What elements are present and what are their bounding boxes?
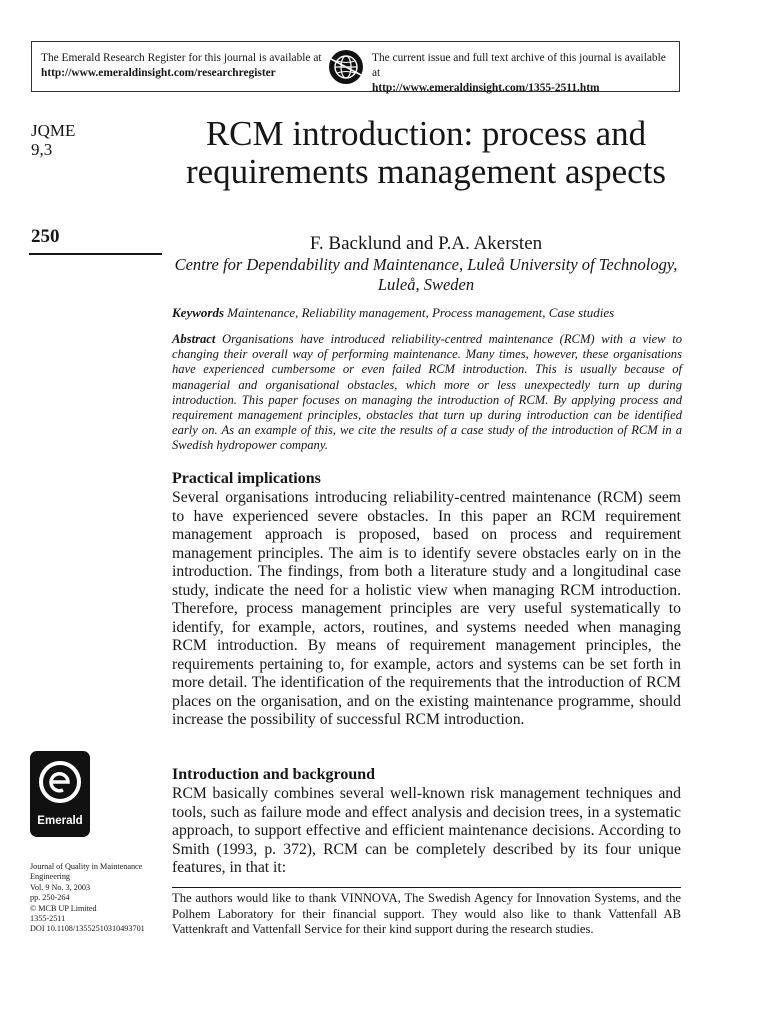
abstract-label: Abstract: [172, 332, 216, 346]
author-affiliation: Centre for Dependability and Maintenance, Luleå University of Technology, Luleå, Sweden: [174, 255, 678, 294]
section-text-introduction: RCM basically combines several well-known risk management techniques and tools, such as failure mode and effect analysis and decision trees, in a systematic approach, to support effective and efficient maintenance decisions. According to Smith (1993, p. 372), RCM can be completely described by its four unique features, in that it:: [172, 785, 681, 876]
journal-pages: pp. 250-264: [30, 893, 70, 903]
archive-link[interactable]: http://www.emeraldinsight.com/1355-2511.htm: [372, 82, 600, 94]
abstract-text: Organisations have introduced reliability-centred maintenance (RCM) with a view to changing their overall way of performing maintenance. Many times, however, these organisations have experienced cumbersome or even failed RCM introduction. This is usually because of managerial and organisational obstacles, which more or less unexpectedly turn up during introduction. This paper focuses on managing the introduction of RCM. By applying process and requirement management principles, obstacles that turn up during introduction can be identified early on. As an example of this, we cite the results of a case study of the introduction of RCM in a Swedish hydropower company.: [172, 332, 682, 453]
keywords-text: Maintenance, Reliability management, Process management, Case studies: [227, 305, 615, 320]
research-register-link[interactable]: http://www.emeraldinsight.com/researchregister: [41, 67, 276, 79]
journal-abbreviation: JQME: [31, 121, 76, 140]
journal-name-line2: Engineering: [30, 872, 71, 882]
journal-copyright: © MCB UP Limited: [30, 903, 97, 913]
page-number: 250: [31, 226, 60, 247]
abstract: [172, 332, 682, 454]
full-text-archive-notice: [372, 51, 674, 96]
acknowledgement-footnote: The authors would like to thank VINNOVA, The Swedish Agency for Innovation Systems, and the Polhem Laboratory for their financial support. They would also like to thank Vattenfall AB Vattenkraft and Vattenfall Service for their kind support during the research studies.: [172, 891, 681, 936]
globe-icon: [328, 49, 364, 85]
journal-doi: DOI 10.1108/13552510310493701: [30, 924, 145, 934]
keywords: [172, 305, 682, 321]
volume-issue: 9,3: [31, 140, 53, 159]
archive-text: The current issue and full text archive of this journal is available at: [372, 52, 666, 79]
article-title: RCM introduction: process and requirements management aspects: [185, 114, 667, 191]
section-text-practical-implications: Several organisations introducing reliability-centred maintenance (RCM) seem to have experienced severe obstacles. In this paper an RCM requirement management approach is proposed, based on process and requirement management principles. The aim is to identify severe obstacles early on in the introduction. The findings, from both a literature study and a longitudinal case study, indicate the need for a holistic view when managing RCM introduction. Therefore, process management principles are very useful systematically to identify, for example, actors, routines, and systems needed when managing RCM introduction. By means of requirement management principles, the requirements pertaining to, for example, actors and systems can be set forth in more detail. The identification of the requirements that the introduction of RCM places on the organisation, and on the existing maintenance programme, should increase the possibility of successful RCM introduction.: [172, 489, 681, 728]
page-number-rule: [29, 253, 162, 255]
keywords-label: Keywords: [172, 305, 224, 320]
emerald-logo-icon: [30, 751, 90, 837]
journal-citation: [31, 121, 75, 159]
emerald-logo-text: Emerald: [37, 815, 83, 827]
research-register-text: The Emerald Research Register for this journal is available at: [41, 52, 322, 64]
journal-availability-banner: [31, 41, 680, 92]
section-heading-practical-implications: Practical implications: [172, 470, 321, 487]
journal-issn: 1355-2511: [30, 914, 66, 924]
journal-information: [30, 862, 165, 935]
section-heading-introduction: Introduction and background: [172, 766, 376, 783]
research-register-notice: [41, 51, 333, 81]
journal-volume: Vol. 9 No. 3, 2003: [30, 882, 91, 892]
article-authors: F. Backlund and P.A. Akersten: [309, 233, 543, 254]
journal-name-line1: Journal of Quality in Maintenance: [30, 862, 143, 871]
footnote-rule: [172, 887, 681, 888]
